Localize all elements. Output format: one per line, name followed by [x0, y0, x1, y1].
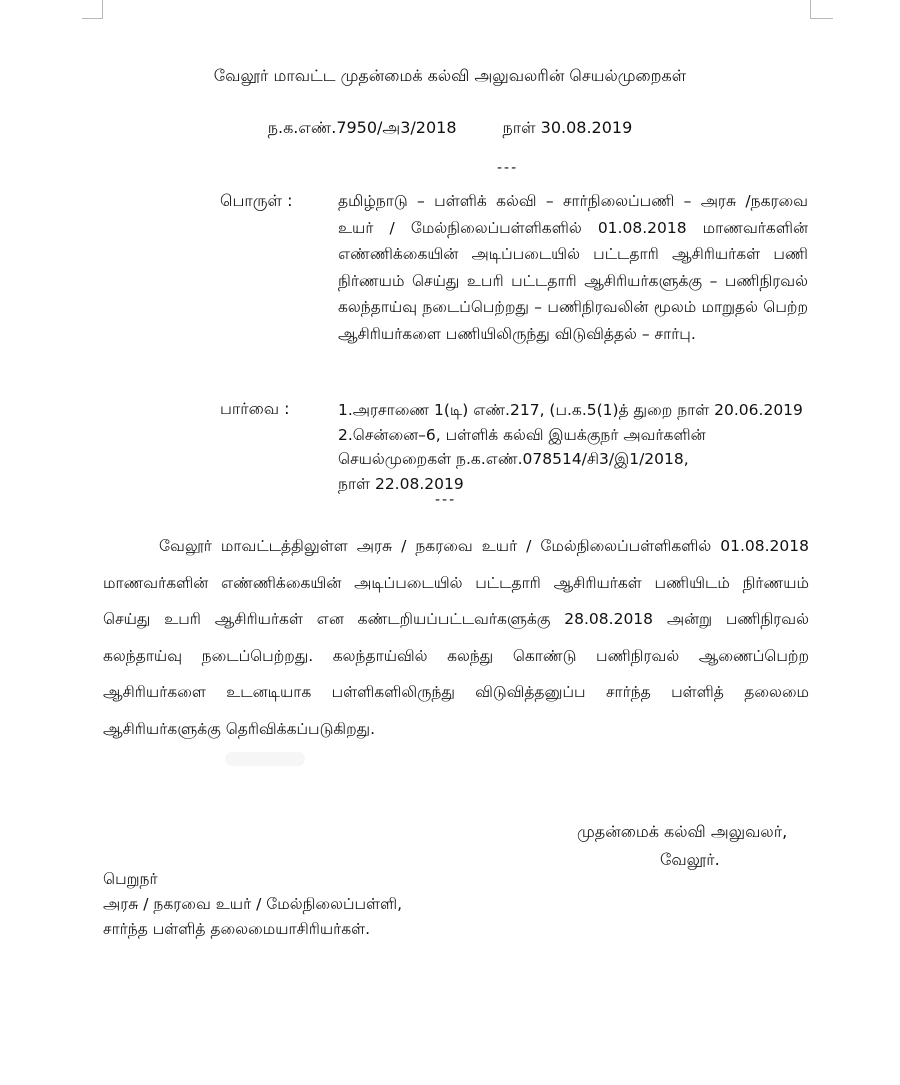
page-corner-mark-left: [82, 0, 103, 19]
reference-line: செயல்முறைகள் ந.க.எண்.078514/சி3/இ1/2018,: [338, 450, 689, 468]
separator-top: ---: [497, 160, 519, 176]
separator-references: ---: [435, 492, 457, 508]
document-title: வேலூர் மாவட்ட முதன்மைக் கல்வி அலுவலரின் செயல்முறைகள்: [213, 66, 687, 85]
signature-place: வேலூர்.: [660, 850, 720, 869]
recipients-block: [103, 867, 402, 942]
references-list: [338, 398, 828, 496]
reference-line: நாள் 22.08.2019: [338, 474, 464, 493]
reference-number-line: [0, 118, 900, 139]
page-corner-mark-right: [810, 0, 833, 19]
reference-line: 1.அரசாணை 1(டி) எண்.217, (ப.க.5(1)த் துறை நாள் 20.06.2019: [338, 401, 803, 419]
subject-text: தமிழ்நாடு – பள்ளிக் கல்வி – சார்நிலைப்பணி – அரசு /நகரவை உயர் / மேல்நிலைப்பள்ளிகளில் 01.08.2018 மாணவர்களின் எண்ணிக்கையின் அடிப்படையில் பட்டதாரி ஆசிரியர்கள் பணி நிர்ணயம் செய்து உபரி பட்டதாரி ஆசிரியர்களுக்கு – பணிநிரவல் கலந்தாய்வு நடைப்பெற்றது – பணிநிரவலின் மூலம் மாறுதல் பெற்ற ஆசிரியர்களை பணியிலிருந்து விடுவித்தல் – சார்பு.: [338, 192, 808, 343]
body-paragraph: வேலூர் மாவட்டத்திலுள்ள அரசு / நகரவை உயர் / மேல்நிலைப்பள்ளிகளில் 01.08.2018 மாணவர்களின் எண்ணிக்கையின் அடிப்படையில் பட்டதாரி ஆசிரியர்கள் பணியிடம் நிர்ணயம் செய்து உபரி ஆசிரியர்கள் என கண்டறியப்பட்டவர்களுக்கு 28.08.2018 அன்று பணிநிரவல் கலந்தாய்வு நடைப்பெற்றது. கலந்தாய்வில் கலந்து கொண்டு பணிநிரவல் ஆணைப்பெற்ற ஆசிரியர்களை உடனடியாக பள்ளிகளிலிருந்து விடுவித்தனுப்ப சார்ந்த பள்ளித் தலைமை ஆசிரியர்களுக்கு தெரிவிக்கப்படுகிறது.: [103, 537, 809, 738]
reference-number: ந.க.எண்.7950/அ3/2018: [267, 118, 457, 137]
document-date: நாள் 30.08.2019: [502, 118, 633, 137]
signature-designation: முதன்மைக் கல்வி அலுவலர்,: [577, 822, 788, 841]
recipients-line: அரசு / நகரவை உயர் / மேல்நிலைப்பள்ளி,: [103, 895, 403, 913]
subject-label: பொருள் :: [220, 191, 293, 210]
reference-line: 2.சென்னை–6, பள்ளிக் கல்வி இயக்குநர் அவர்களின்: [338, 425, 706, 444]
recipients-line: சார்ந்த பள்ளித் தலைமையாசிரியர்கள்.: [103, 920, 371, 938]
recipients-heading: பெறுநர்: [103, 870, 158, 888]
references-label: பார்வை :: [220, 399, 290, 418]
scan-smudge: [225, 752, 305, 766]
